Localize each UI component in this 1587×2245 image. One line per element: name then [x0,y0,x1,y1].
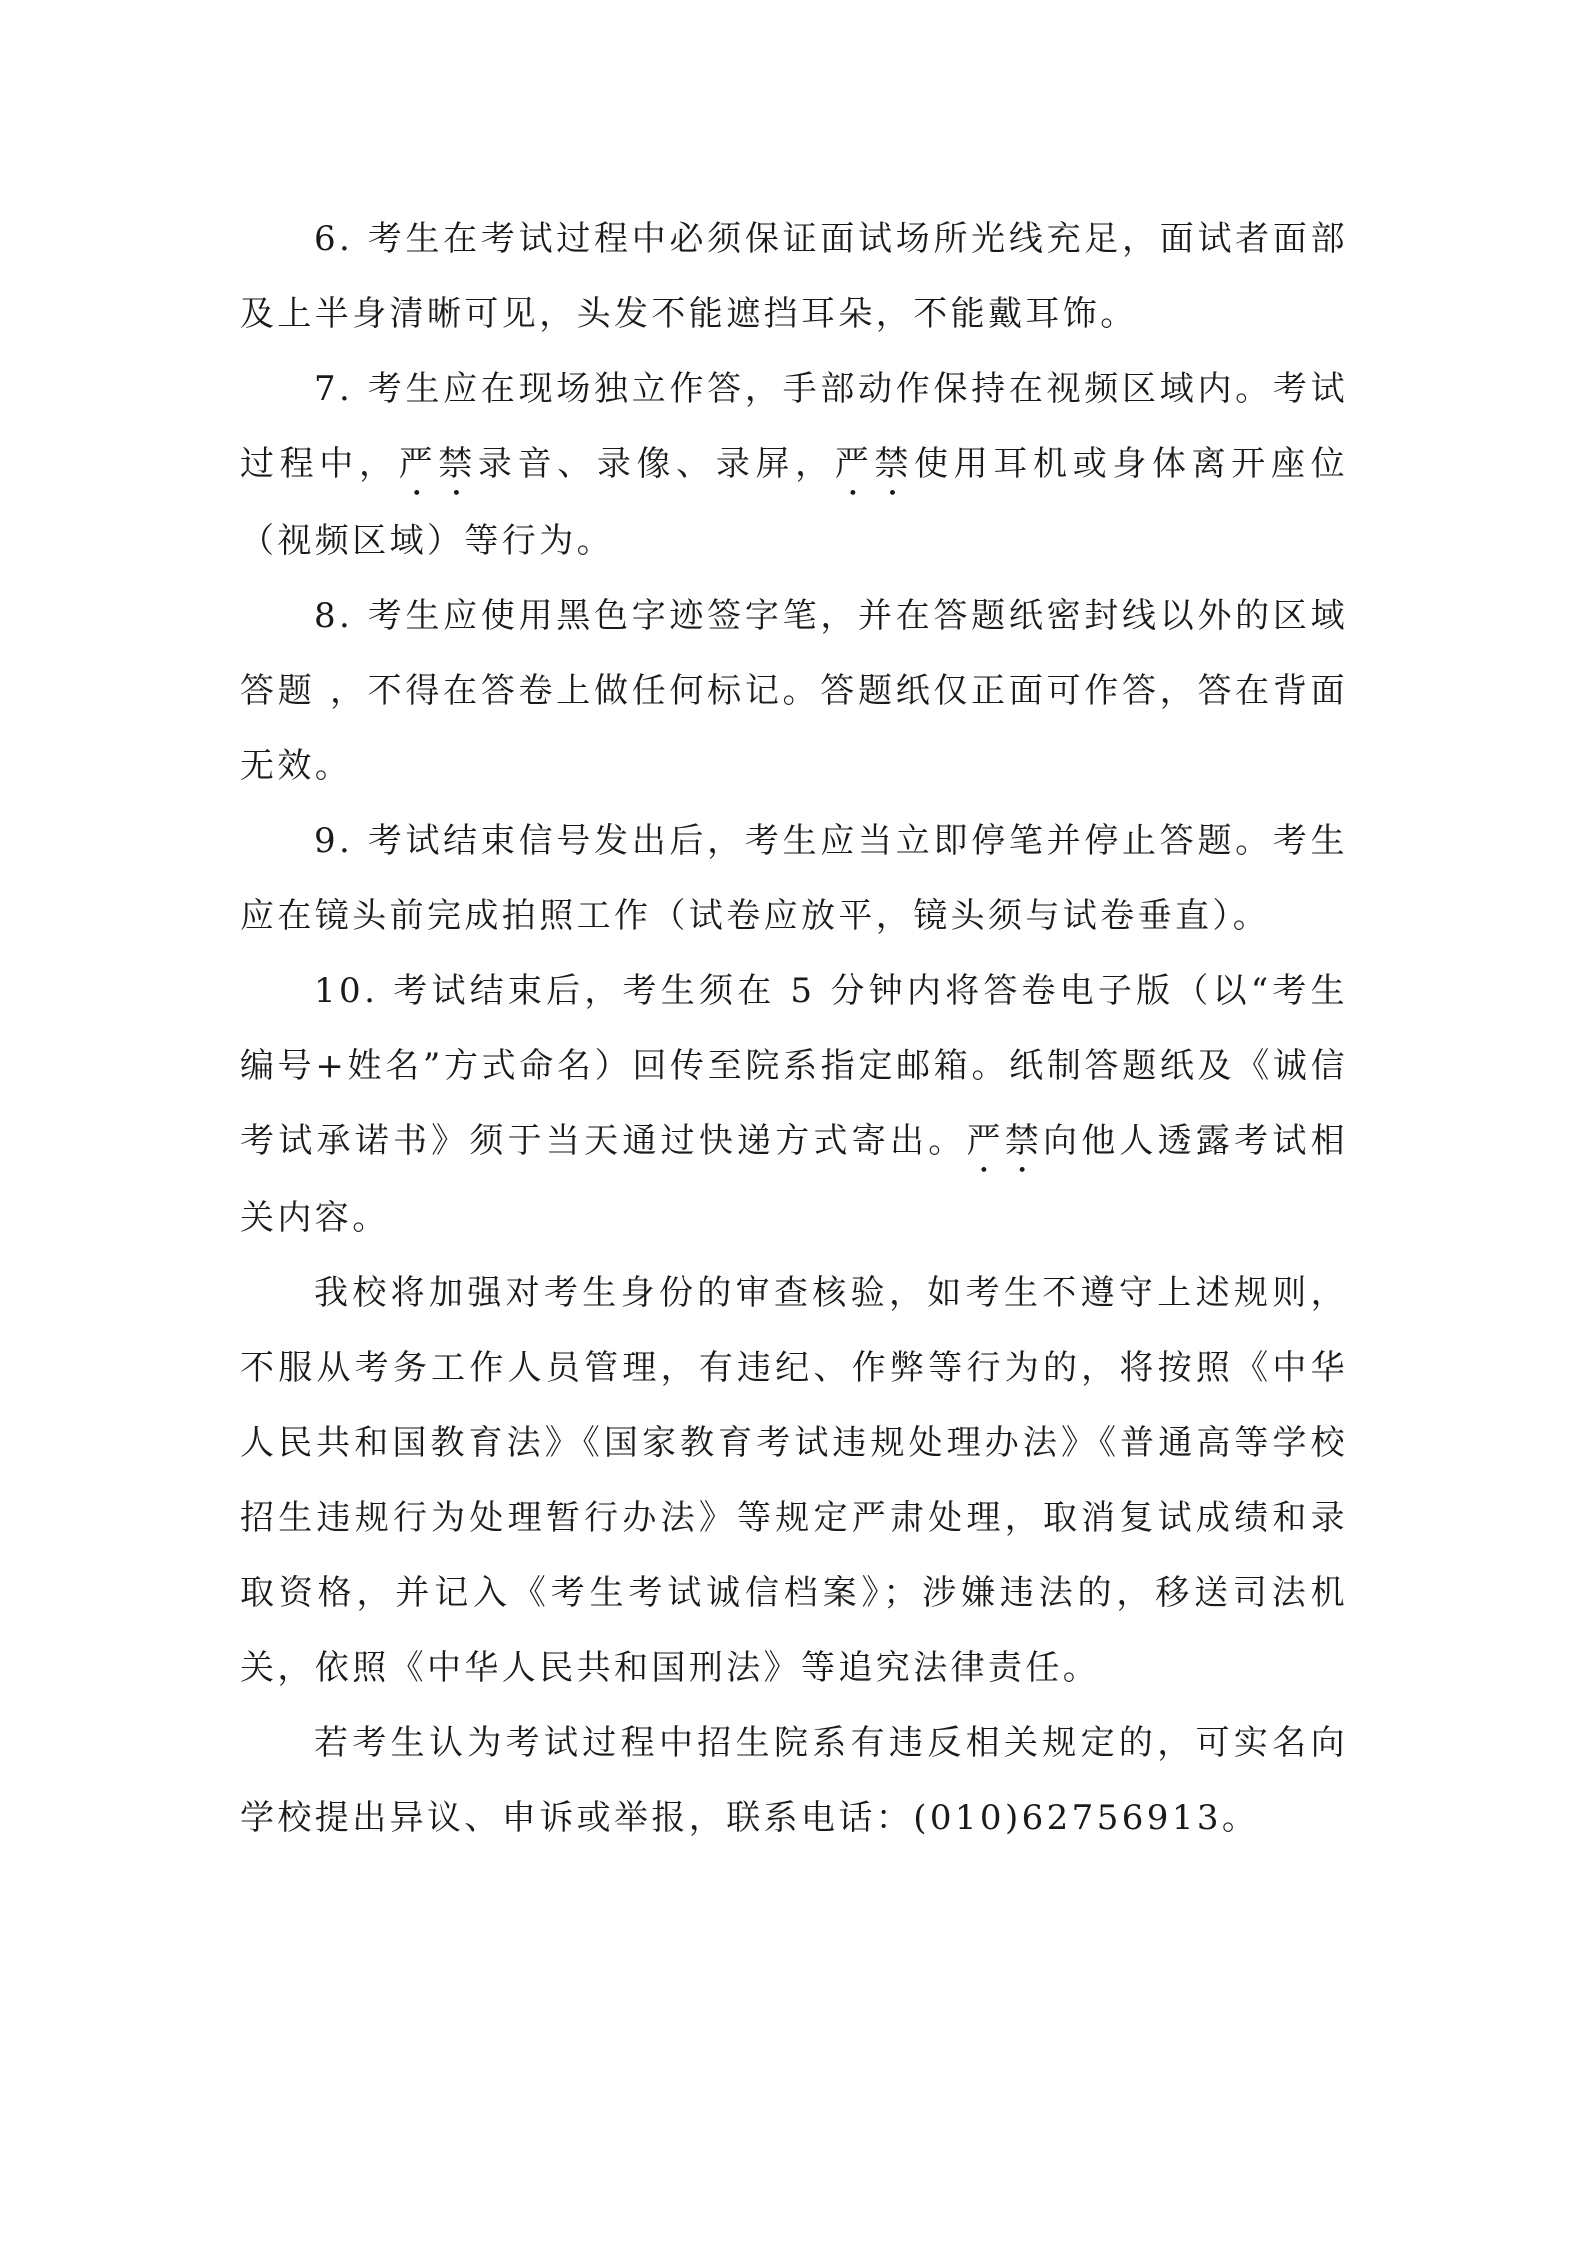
paragraph-text: 我校将加强对考生身份的审查核验，如考生不遵守上述规则，不服从考务工作人员管理，有违纪、作弊等行为的，将按照《中华人民共和国教育法》《国家教育考试违规处理办法》《普通高等学校招生违规行为处理暂行办法》等规定严肃处理，取消复试成绩和录取资格，并记入《考生考试诚信档案》；涉嫌违法的，移送司法机关，依照《中华人民共和国刑法》等追究法律责任。 [240,1273,1348,1688]
rule-item-9 [240,804,1348,954]
paragraph-text: 10. 考试结束后，考生须在 5 分钟内将答卷电子版（以“考生编号+姓名”方式命名）回传至院系指定邮箱。纸制答题纸及《诚信考试承诺书》须于当天通过快递方式寄出。 [240,971,1348,1161]
rule-item-7 [240,352,1348,579]
paragraph-text: 向他人透露考试相关内容。 [240,1121,1348,1238]
paragraph-text: 6. 考生在考试过程中必须保证面试场所光线充足，面试者面部及上半身清晰可见，头发不能遮挡耳朵，不能戴耳饰。 [240,219,1348,334]
paragraph-text: 8. 考生应使用黑色字迹签字笔，并在答题纸密封线以外的区域答题 ，不得在答卷上做任何标记。答题纸仅正面可作答，答在背面无效。 [240,596,1348,786]
emphasis-text: 严禁 [398,444,478,484]
rule-item-8 [240,579,1348,804]
document-body [240,202,1348,1856]
paragraph-text: 若考生认为考试过程中招生院系有违反相关规定的，可实名向学校提出异议、申诉或举报，联系电话：(010)62756913。 [240,1723,1348,1838]
complaint-contact [240,1706,1348,1856]
verification-notice [240,1256,1348,1706]
emphasis-text: 严禁 [834,444,915,484]
paragraph-text: 7. 考生应在现场独立作答，手部动作保持在视频区域内。考试过程中， [240,369,1348,484]
rule-item-6 [240,202,1348,352]
paragraph-text: 9. 考试结束信号发出后，考生应当立即停笔并停止答题。考生应在镜头前完成拍照工作（试卷应放平，镜头须与试卷垂直）。 [240,821,1348,936]
rule-item-10 [240,954,1348,1256]
paragraph-text: 录音、录像、录屏， [477,444,835,484]
emphasis-text: 严禁 [966,1121,1043,1161]
paragraph-text: 使用耳机或身体离开座位（视频区域）等行为。 [240,444,1348,561]
